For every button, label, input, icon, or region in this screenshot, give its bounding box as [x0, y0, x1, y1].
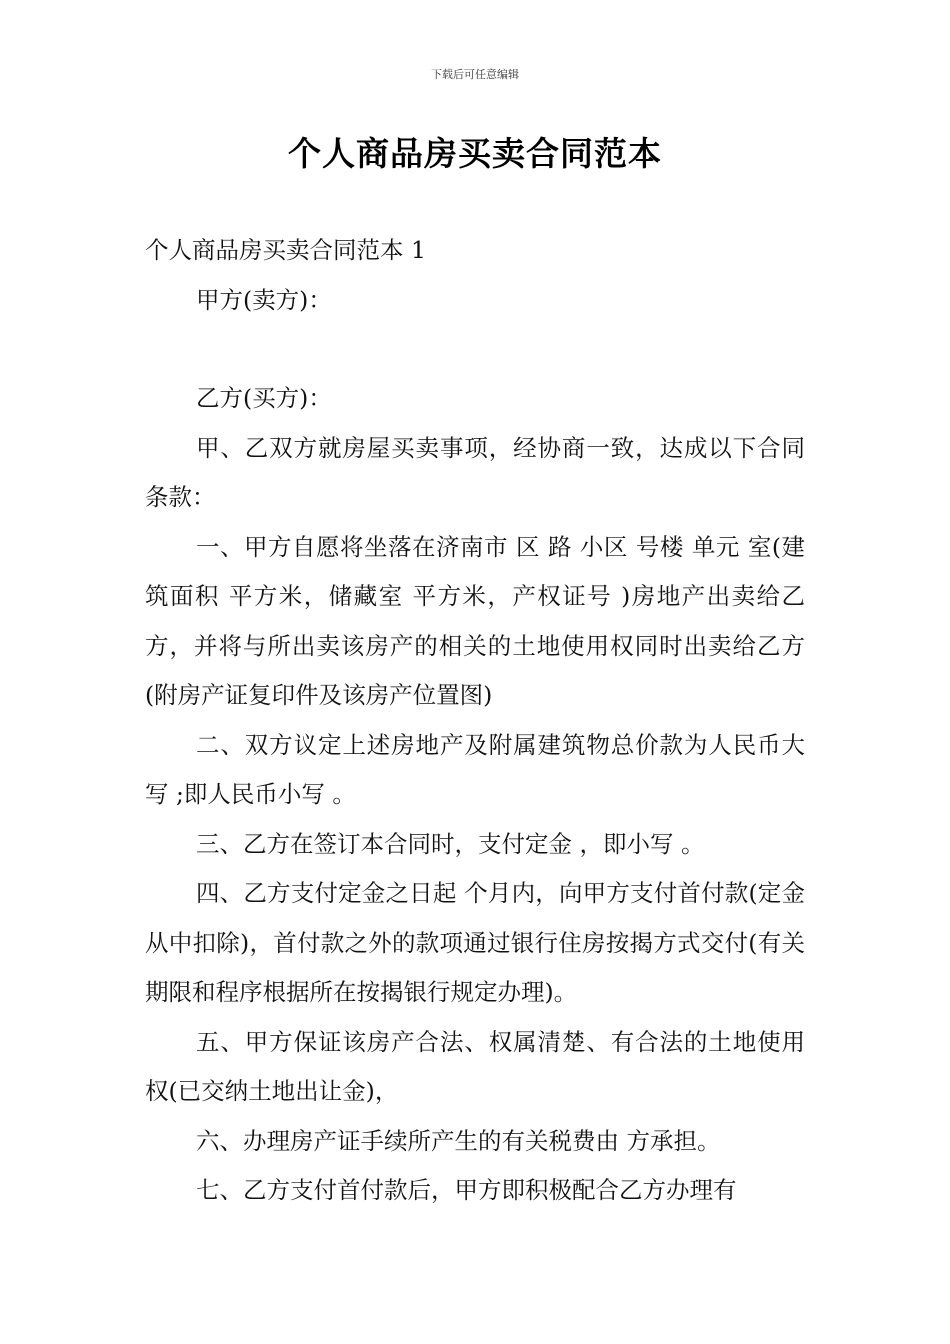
intro-paragraph: 甲、乙双方就房屋买卖事项，经协商一致，达成以下合同条款：	[145, 433, 805, 511]
clause-3: 三、乙方在签订本合同时，支付定金 ，即小写 。	[196, 829, 705, 858]
blank-line	[145, 325, 805, 374]
document-body	[145, 226, 805, 1216]
clause-1: 一、甲方自愿将坐落在济南市 区 路 小区 号楼 单元 室(建筑面积 平方米，储藏室 平方米，产权证号 )房地产出卖给乙方，并将与所出卖该房产的相关的土地使用权同时出卖给乙方(附房产证复印件及该房产位置图)	[145, 532, 805, 709]
party-b-line: 乙方(买方)：	[196, 384, 332, 412]
header-note: 下载后可任意编辑	[431, 68, 519, 81]
clause-6: 六、办理房产证手续所产生的有关税费由 方承担。	[196, 1126, 721, 1155]
document-title: 个人商品房买卖合同范本	[288, 134, 662, 173]
clause-4: 四、乙方支付定金之日起 个月内，向甲方支付首付款(定金从中扣除)，首付款之外的款项通过银行住房按揭方式交付(有关期限和程序根据所在按揭银行规定办理)。	[145, 879, 805, 1006]
section-heading: 个人商品房买卖合同范本 1	[145, 236, 426, 264]
clause-2: 二、双方议定上述房地产及附属建筑物总价款为人民币大写 ;即人民币小写 。	[145, 730, 805, 808]
clause-5: 五、甲方保证该房产合法、权属清楚、有合法的土地使用权(已交纳土地出让金)，	[145, 1027, 805, 1105]
party-a-line: 甲方(卖方)：	[196, 285, 332, 314]
clause-7: 七、乙方支付首付款后，甲方即积极配合乙方办理有	[196, 1176, 737, 1204]
